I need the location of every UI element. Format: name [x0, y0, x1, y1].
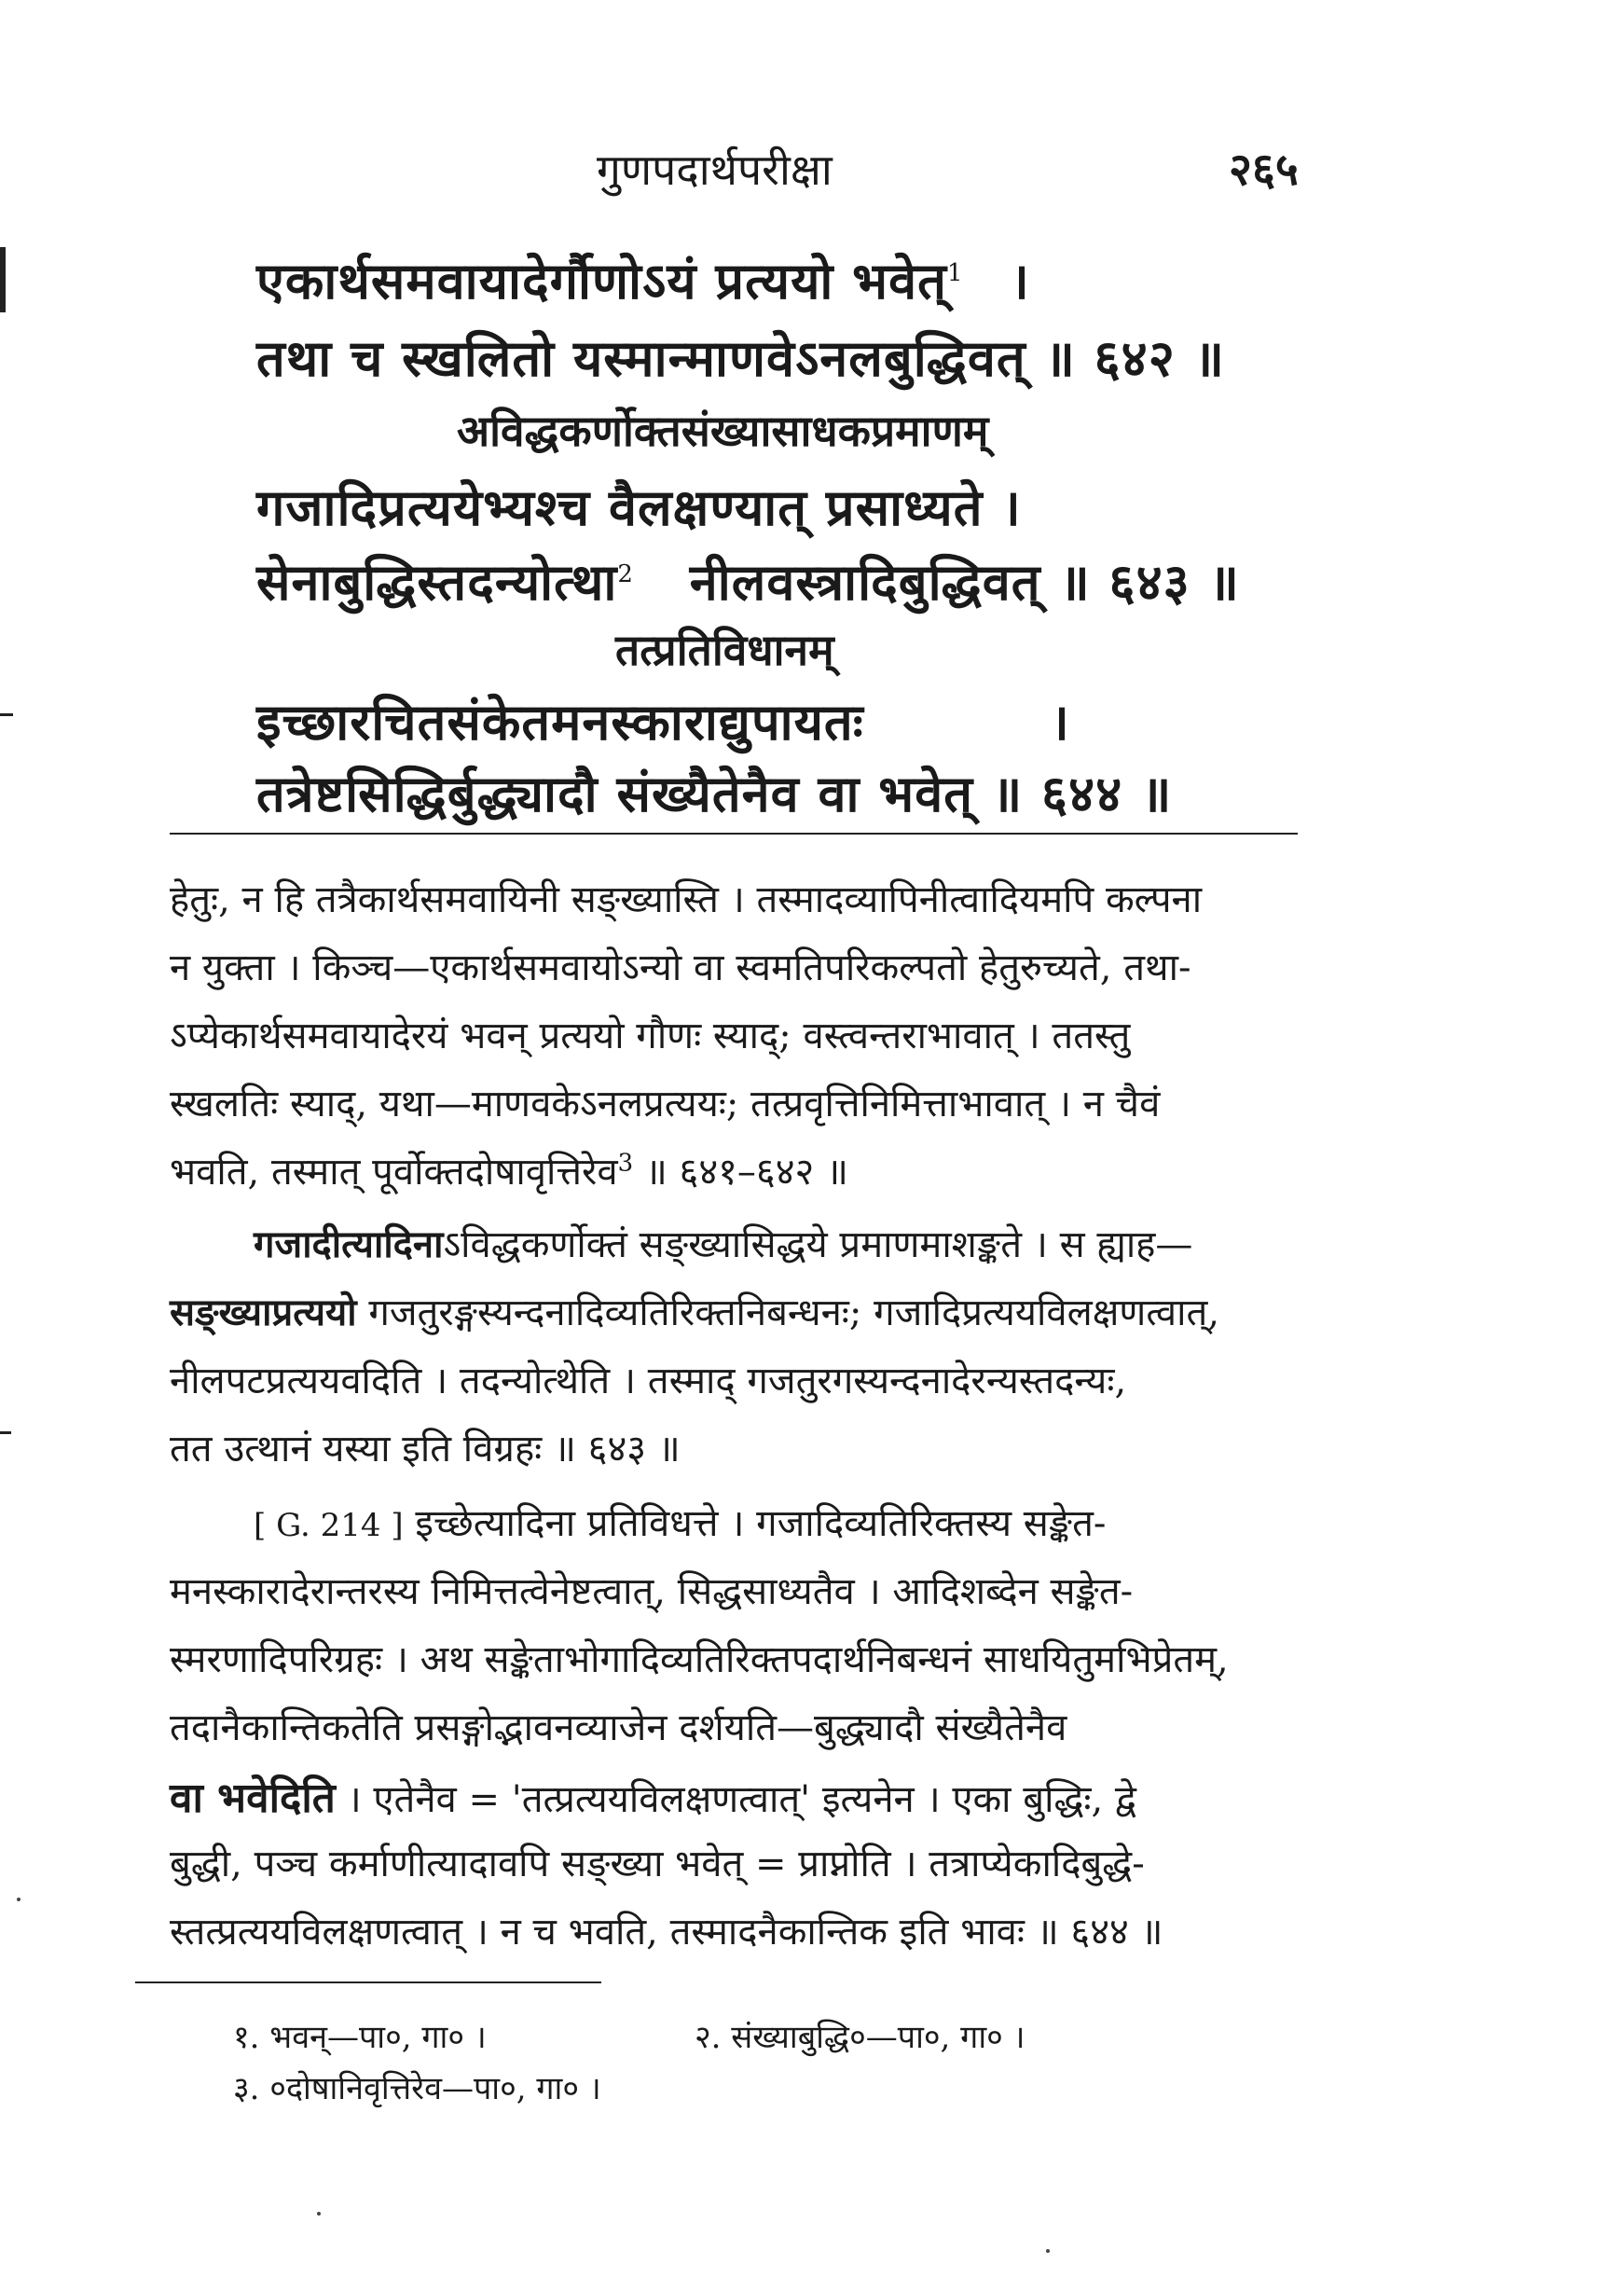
commentary-line: हेतुः, न हि तत्रैकार्थसमवायिनी सङ्ख्यास्ति । तस्मादव्यापिनीत्वादियमपि कल्पना: [170, 878, 1203, 921]
commentary-line: [170, 1144, 1316, 1195]
commentary-text: इच्छेत्यादिना प्रतिविधत्ते । गजादिव्यतिरिक्तस्य सङ्केत-: [415, 1502, 1107, 1545]
verse-separator-rule: [170, 833, 1298, 835]
verse-line-643a: गजादिप्रत्ययेभ्यश्च वैलक्षण्यात् प्रसाध्यते ।: [256, 477, 1022, 537]
commentary-line: तत उत्थानं यस्या इति विग्रहः ॥ ६४३ ॥: [170, 1428, 681, 1470]
commentary-line: ऽप्येकार्थसमवायादेरयं भवन् प्रत्ययो गौणः स्याद्; वस्त्वन्तराभावात् । ततस्तु: [170, 1015, 1131, 1057]
commentary-line: नीलपटप्रत्ययवदिति । तदन्योत्थेति । तस्माद् गजतुरगस्यन्दनादेरन्यस्तदन्यः,: [170, 1360, 1127, 1402]
verse-line-644b: तत्रेष्टसिद्धिर्बुद्ध्यादौ संख्यैतेनैव वा भवेत् ॥ ६४४ ॥: [256, 764, 1173, 823]
footnote-ref: 1: [946, 259, 964, 287]
verse-range-marker: ॥ ६४१–६४२ ॥: [644, 1151, 849, 1194]
section-heading-pratividhana: तत्प्रतिविधानम्: [615, 625, 834, 675]
commentary-text: ऽविद्धकर्णोक्तं सङ्ख्यासिद्धये प्रमाणमाशङ्कते । स ह्याह—: [443, 1223, 1193, 1266]
verse-text: इच्छारचितसंकेतमनस्काराद्युपायतः: [256, 692, 864, 752]
edition-page-reference: [ G. 214 ]: [254, 1507, 404, 1544]
commentary-text: भवति, तस्मात् पूर्वोक्तदोषावृत्तिरेव: [170, 1151, 618, 1194]
commentary-line: स्खलतिः स्याद्, यथा—माणवकेऽनलप्रत्ययः; तत्प्रवृत्तिनिमित्ताभावात् । न चैवं: [170, 1083, 1161, 1125]
danda: ।: [1050, 692, 1070, 752]
margin-mark: [0, 1431, 11, 1434]
commentary-line: मनस्कारादेरान्तरस्य निमित्तत्वेनेष्टत्वात्, सिद्धसाध्यतैव । आदिशब्देन सङ्केत-: [170, 1570, 1134, 1613]
commentary-line: न युक्ता । किञ्च—एकार्थसमवायोऽन्यो वा स्वमतिपरिकल्पतो हेतुरुच्यते, तथा-: [170, 946, 1191, 989]
footnote-ref: 2: [617, 560, 634, 588]
footnote-separator-rule: [135, 1981, 601, 1983]
commentary-line: स्तत्प्रत्ययविलक्षणत्वात् । न च भवति, तस्मादनैकान्तिक इति भावः ॥ ६४४ ॥: [170, 1911, 1163, 1954]
scan-speck: [17, 1898, 21, 1901]
lemma: वा भवेदिति: [170, 1774, 336, 1822]
verse-text: सेनाबुद्धिस्तदन्योत्था: [256, 552, 618, 612]
commentary-text: गजतुरङ्गस्यन्दनादिव्यतिरिक्तनिबन्धनः; गजादिप्रत्ययविलक्षणत्वात्,: [368, 1291, 1220, 1334]
page-number: २६५: [1229, 144, 1299, 196]
footnote-1: १. भवन्—पा०, गा० ।: [233, 2019, 487, 2056]
verse-line-642a: [256, 244, 1030, 313]
verse-text: नीलवस्त्रादिबुद्धिवत् ॥ ६४३ ॥: [689, 552, 1240, 612]
verse-text: एकार्थसमवायादेर्गौणोऽयं प्रत्ययो भवेत्: [256, 251, 947, 311]
scan-speck: [317, 2212, 321, 2216]
commentary-line: [170, 1768, 1316, 1824]
section-heading-avidhakarna: अविद्धकर्णोक्तसंख्यासाधकप्रमाणम्: [457, 406, 989, 456]
scan-speck: [1046, 2249, 1050, 2253]
verse-line-643b: [256, 545, 1240, 614]
running-title: गुणपदार्थपरीक्षा: [597, 145, 833, 195]
commentary-line: [254, 1217, 1316, 1268]
lemma: सङ्ख्याप्रत्ययो: [170, 1291, 357, 1334]
footnote-2: २. संख्याबुद्धि०—पा०, गा० ।: [695, 2019, 1025, 2056]
commentary-line: [170, 1285, 1316, 1336]
danda: ।: [1010, 251, 1030, 311]
commentary-line: बुद्धी, पञ्च कर्माणीत्यादावपि सङ्ख्या भवेत् = प्राप्नोति । तत्राप्येकादिबुद्धे-: [170, 1843, 1145, 1885]
lemma: गजादीत्यादिना: [254, 1222, 444, 1266]
margin-mark: [0, 247, 6, 312]
verse-line-644a: [256, 685, 1070, 754]
footnote-ref: 3: [617, 1149, 634, 1178]
commentary-text: । एतेनैव = 'तत्प्रत्ययविलक्षणत्वात्' इत्यनेन । एका बुद्धिः, द्वे: [347, 1778, 1136, 1821]
commentary-line: [254, 1496, 1316, 1547]
page-header: [0, 121, 1624, 205]
commentary-line: तदानैकान्तिकतेति प्रसङ्गोद्भावनव्याजेन दर्शयति—बुद्ध्यादौ संख्यैतेनैव: [170, 1706, 1067, 1749]
margin-mark: [0, 713, 13, 716]
verse-line-642b: तथा च स्खलितो यस्मान्माणवेऽनलबुद्धिवत् ॥ ६४२ ॥: [256, 328, 1225, 388]
footnote-3: ३. ०दोषानिवृत्तिरेव—पा०, गा० ।: [233, 2070, 601, 2107]
commentary-line: स्मरणादिपरिग्रहः । अथ सङ्केताभोगादिव्यतिरिक्तपदार्थनिबन्धनं साधयितुमभिप्रेतम्,: [170, 1638, 1229, 1681]
